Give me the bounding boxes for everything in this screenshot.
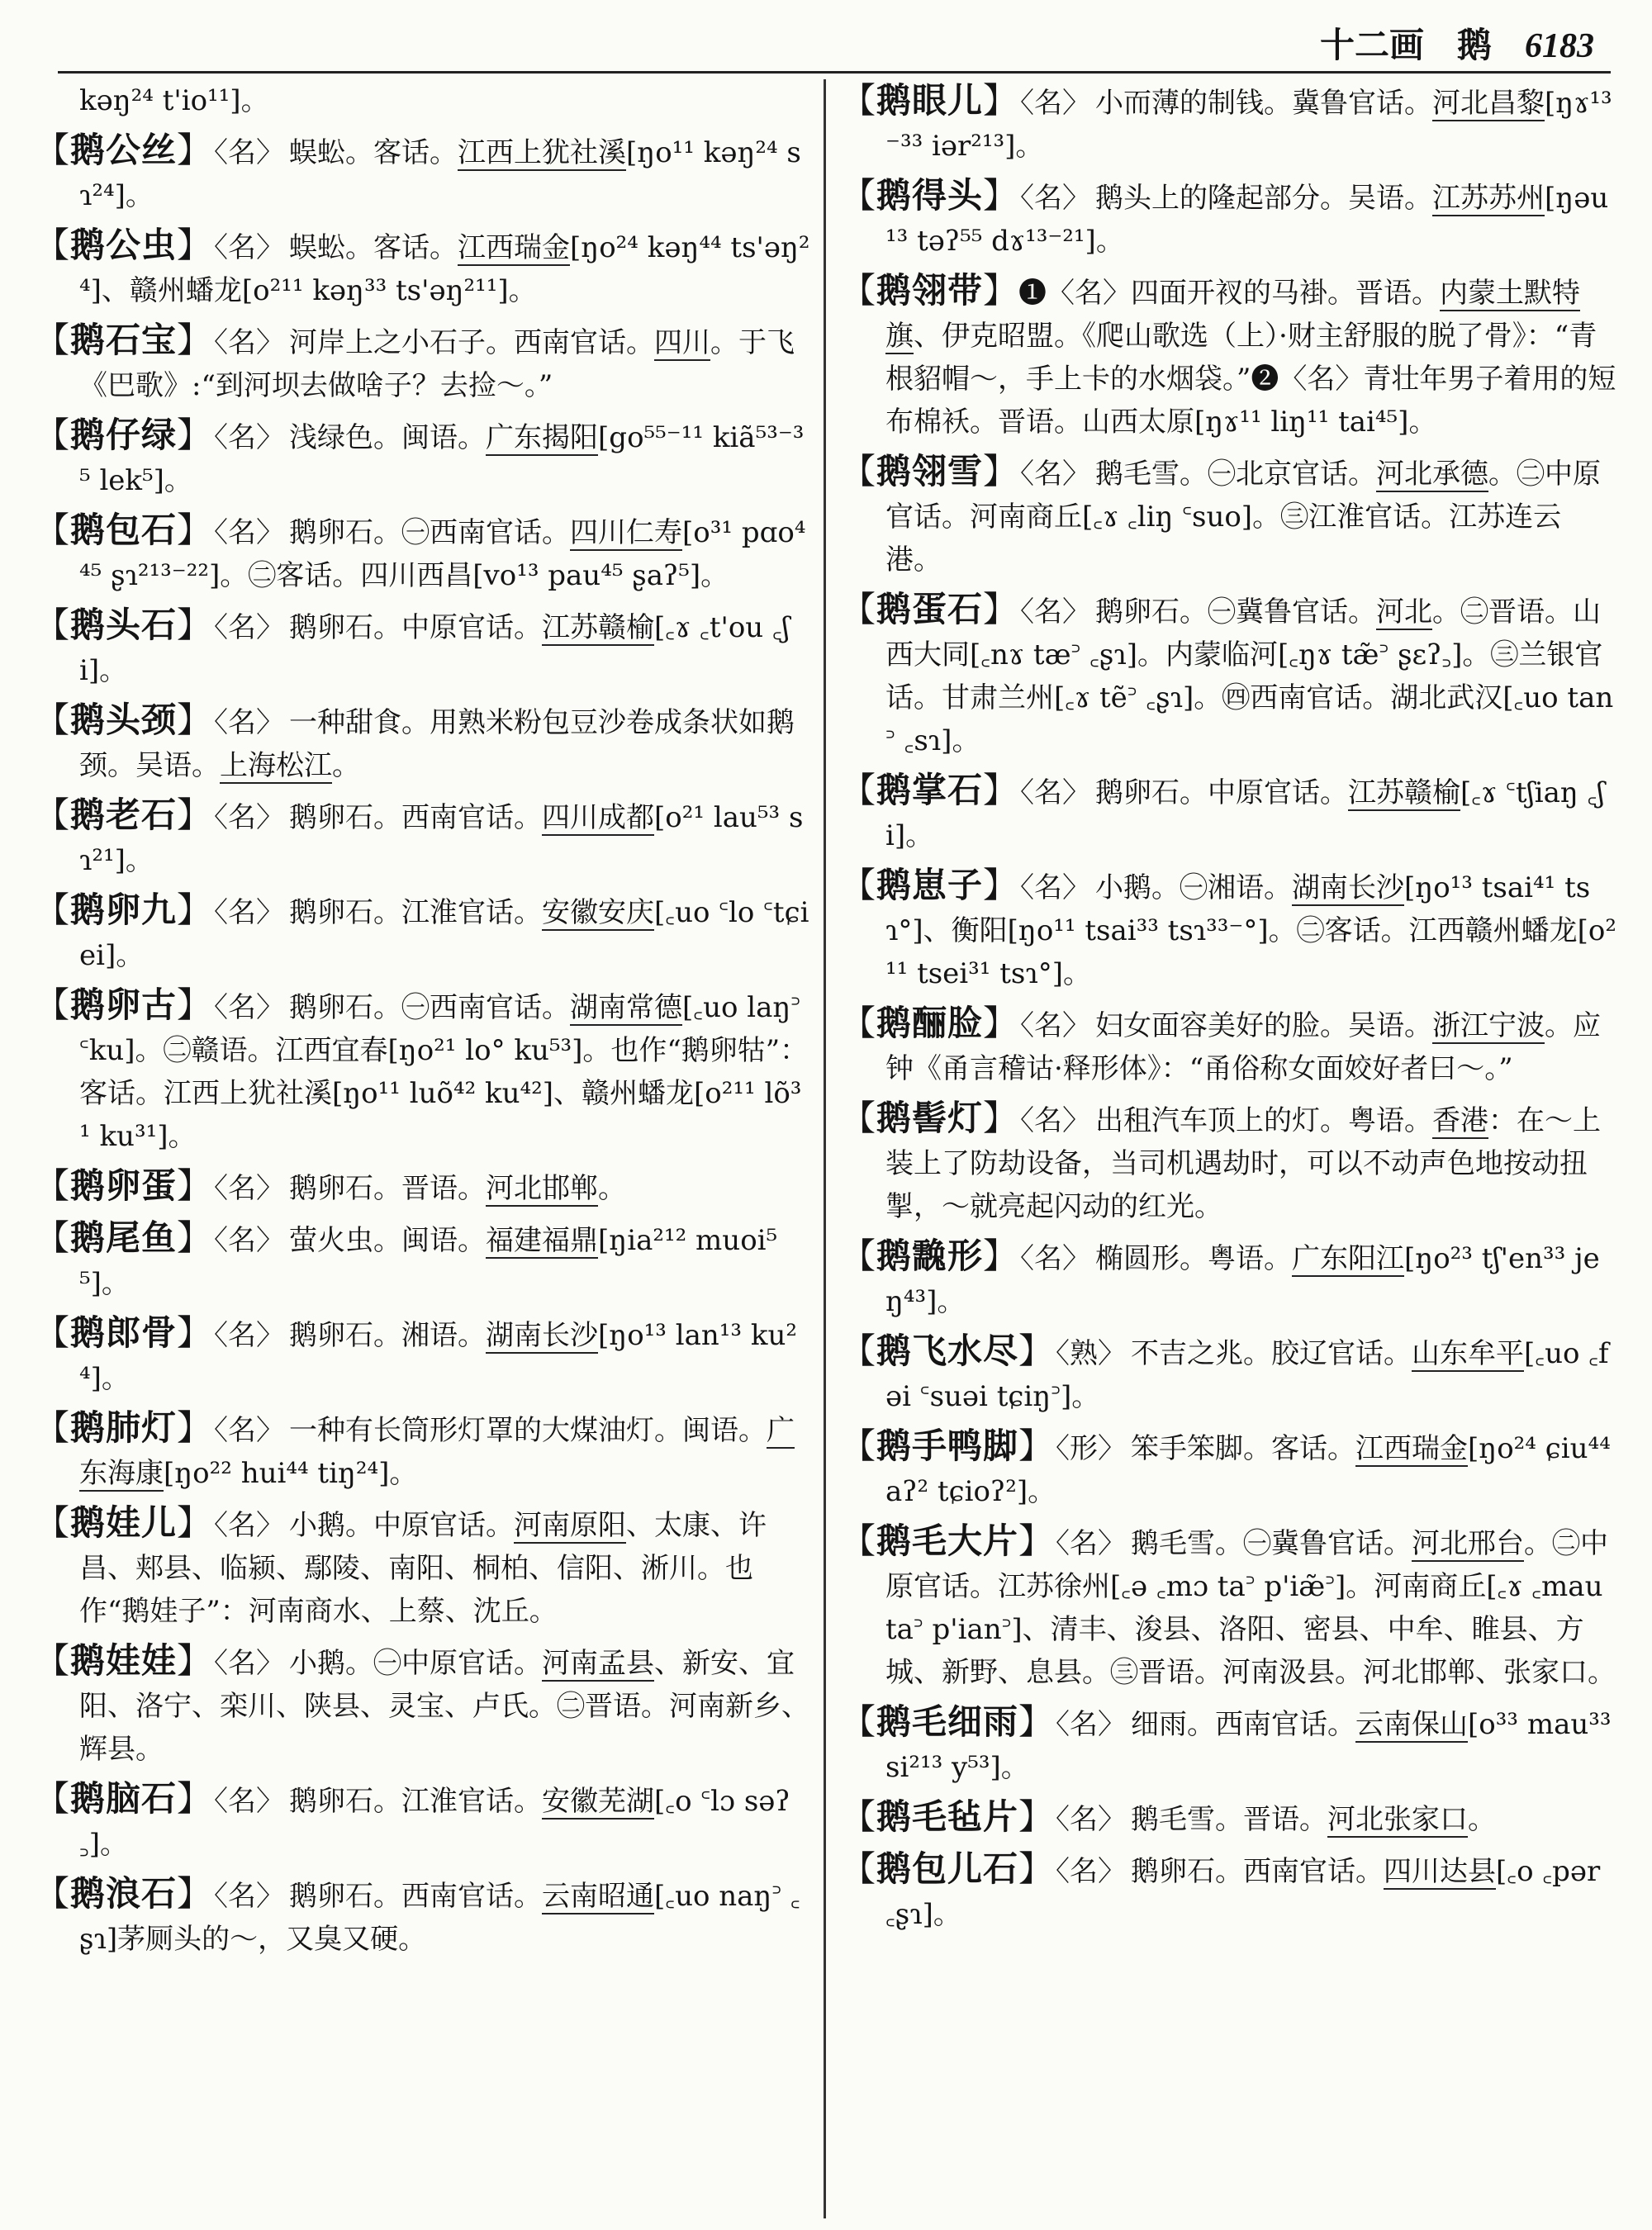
entry-headword: 【 鹅肺灯 】 [35, 1407, 212, 1448]
part-of-speech: 〈名〉 [214, 231, 285, 264]
part-of-speech: 〈名〉 [214, 1647, 285, 1680]
dictionary-entry [841, 1520, 1617, 1694]
entry-headword: 【 鹅毛毡片 】 [841, 1796, 1054, 1837]
entry-definition: 鹅卵石。中原官话。 [289, 611, 543, 644]
entry-pronunciation: [o³³ mau³³ si²¹³ y⁵³]。 [885, 1708, 1612, 1784]
entry-pronunciation: [꜀uo ꜀fəi ꜂suəi tɕiŋ꜄]。 [885, 1337, 1609, 1413]
dictionary-entry [841, 1848, 1617, 1936]
entry-pronunciation: [꜀o ꜂lɔ səʔ꜆]。 [79, 1785, 790, 1861]
entry-pronunciation: [ŋo²⁴ kəŋ⁴⁴ ts'əŋ²⁴]、赣州蟠龙[o²¹¹ kəŋ³³ ts'əŋ²¹¹]。 [79, 231, 810, 307]
part-of-speech: 〈名〉 [214, 1224, 285, 1257]
entry-pronunciation: [o³¹ pɑo⁴⁴⁵ ʂɿ²¹³⁻²²]。㊁客话。四川西昌[vo¹³ pau⁴⁵ ʂaʔ⁵]。 [79, 516, 806, 592]
entry-headword: 【 鹅毛大片 】 [841, 1521, 1054, 1561]
entry-headword: 【 鹅包儿石 】 [841, 1848, 1054, 1889]
entry-pronunciation: 。应钟《甬言稽诂·释形体》：“甬俗称女面姣好者曰～。” [885, 1009, 1602, 1085]
entry-pronunciation: [ŋia²¹² muoi⁵⁵]。 [79, 1224, 778, 1300]
place-name: 河北昌黎 [1432, 87, 1545, 120]
entry-definition: 鹅卵石。西南官话。 [289, 801, 543, 834]
dictionary-entry [841, 1235, 1617, 1323]
entry-definition: 小而薄的制钱。冀鲁官话。 [1095, 87, 1433, 120]
place-name: 江西瑞金 [1355, 1432, 1469, 1465]
entry-headword: 【 鹅翎带 】 [841, 270, 1018, 311]
right-column [841, 79, 1617, 2227]
part-of-speech: 〈名〉 [214, 1880, 285, 1913]
place-name: 浙江宁波 [1432, 1009, 1545, 1042]
entry-headword: 【 鹅浪石 】 [35, 1873, 212, 1914]
section-label: 十二画 [1319, 25, 1424, 65]
place-name: 广东海康 [79, 1414, 795, 1490]
part-of-speech: 〈名〉 [1056, 1855, 1127, 1888]
dictionary-entry [35, 1639, 811, 1771]
place-name: 山东牟平 [1412, 1337, 1525, 1370]
entry-definition: 浅绿色。闽语。 [289, 421, 487, 454]
entry-headword: 【 鹅眼儿 】 [841, 80, 1018, 121]
entry-headword: 【 鹅脑石 】 [35, 1778, 212, 1819]
place-name: 河北邢台 [1412, 1527, 1525, 1560]
place-name: 安徽安庆 [542, 896, 655, 929]
entry-headword: 【 鹅仔绿 】 [35, 415, 212, 455]
dictionary-entry [841, 864, 1617, 995]
part-of-speech: 〈名〉 [1056, 1708, 1127, 1741]
entry-definition: 出租汽车顶上的灯。粤语。 [1095, 1104, 1433, 1137]
entry-pronunciation: [꜀ɤ ꜀t'ou ꜀ʃi]。 [79, 611, 790, 687]
dictionary-entry [35, 794, 811, 882]
entry-headword: 【 鹅手鸭脚 】 [841, 1426, 1054, 1466]
dictionary-entry [35, 889, 811, 977]
entry-definition: 鹅卵石。西南官话。 [289, 1880, 543, 1913]
part-of-speech: 〈名〉 [1020, 182, 1091, 215]
place-name: 河南原阳 [514, 1509, 627, 1542]
place-name: 四川仁寿 [570, 516, 683, 549]
part-of-speech: 〈名〉 [214, 421, 285, 454]
entry-definition: 蜈蚣。客话。 [289, 231, 458, 264]
dictionary-entry [841, 1701, 1617, 1789]
part-of-speech: 〈名〉 [214, 1172, 285, 1205]
part-of-speech: 〈名〉 [214, 1414, 285, 1447]
place-name: 云南保山 [1355, 1708, 1469, 1741]
part-of-speech: 〈名〉 [214, 706, 285, 739]
entry-headword: 【 鹅崽子 】 [841, 865, 1018, 905]
dictionary-entry [841, 1097, 1617, 1228]
place-name: 湖南常德 [570, 991, 683, 1024]
part-of-speech: 〈熟〉 [1056, 1337, 1127, 1370]
entry-headword: 【 鹅䨲形 】 [841, 1236, 1018, 1276]
dictionary-entry [35, 984, 811, 1158]
entry-pronunciation: [ŋo²² hui⁴⁴ tiŋ²⁴]。 [164, 1457, 418, 1490]
entry-pronunciation: [ŋo²³ tʃ'en³³ jeŋ⁴³]。 [885, 1242, 1600, 1318]
entry-headword: 【 鹅翎雪 】 [841, 451, 1018, 491]
entry-headword: 【 鹅毛细雨 】 [841, 1701, 1054, 1742]
dictionary-entry [841, 1330, 1617, 1418]
entry-headword: 【 鹅卵九 】 [35, 890, 212, 930]
part-of-speech: 〈名〉 [1020, 1104, 1091, 1137]
place-name: 河北 [1376, 595, 1433, 629]
dictionary-entry [35, 604, 811, 692]
entry-pronunciation: [ŋo¹³ lan¹³ ku²⁴]。 [79, 1319, 797, 1395]
dictionary-entry [35, 79, 811, 122]
place-name: 湖南长沙 [1292, 871, 1405, 904]
entry-pronunciation: 、太康、许昌、郏县、临颍、鄢陵、南阳、桐柏、信阳、淅川。也作“鹅娃子”：河南商水、上蔡、沈丘。 [79, 1509, 767, 1628]
entry-headword: 【 鹅卵古 】 [35, 985, 212, 1025]
place-name: 香港 [1432, 1104, 1489, 1137]
entry-headword: 【 鹅石宝 】 [35, 320, 212, 360]
entry-pronunciation: ：在～上装上了防劫设备，当司机遇劫时，可以不动声色地按动扭掣，～就亮起闪动的红光。 [885, 1104, 1602, 1223]
entry-pronunciation: 。㊁中原官话。江苏徐州[꜀ə ꜀mɔ ta꜄ p'iæ̃꜄]。河南商丘[꜀ɤ ꜀mau ta꜄ p'ian꜄]、清丰、浚县、洛阳、密县、中牟、睢县、方城、新野、息县。㊂晋语。河南汲县。河北邯郸、张家口。 [885, 1527, 1616, 1689]
entry-definition: 河岸上之小石子。西南官话。 [289, 326, 655, 359]
place-name: 福建福鼎 [486, 1224, 599, 1257]
part-of-speech: 〈名〉 [214, 611, 285, 644]
entry-headword: 【 鹅公丝 】 [35, 130, 212, 170]
place-name: 江苏赣榆 [542, 611, 655, 644]
dictionary-entry [35, 224, 811, 312]
dictionary-entry [35, 699, 811, 787]
place-name: 上海松江 [220, 749, 332, 782]
part-of-speech: 〈名〉 [1020, 87, 1091, 120]
entry-pronunciation: 。㊁晋语。山西大同[꜀nɤ tæ꜄ ꜀ʂɿ]。内蒙临河[꜀ŋɤ tæ̃꜄ ʂɛʔ꜆]。㊂兰银官话。甘肃兰州[꜀ɤ tẽ꜄ ꜀ʂɿ]。㊃西南官话。湖北武汉[꜀uo tan꜄ ꜀sɿ]。 [885, 595, 1614, 757]
dictionary-entry [35, 1502, 811, 1633]
entry-definition: 鹅毛雪。㊀北京官话。 [1095, 458, 1377, 491]
page-number: 6183 [1525, 27, 1594, 65]
dictionary-entry [35, 1217, 811, 1305]
entry-definition: 不吉之兆。胶辽官话。 [1131, 1337, 1412, 1370]
entry-pronunciation: [go⁵⁵⁻¹¹ kiã⁵³⁻³⁵ lek⁵]。 [79, 421, 805, 497]
place-name: 江西上犹社溪 [458, 136, 627, 169]
dictionary-entry [841, 450, 1617, 581]
entry-pronunciation: kəŋ²⁴ t'io¹¹]。 [79, 84, 269, 117]
place-name: 河南孟县 [542, 1647, 655, 1680]
entry-headword: 【 鹅娃娃 】 [35, 1640, 212, 1681]
entry-pronunciation: 。㊁中原官话。河南商丘[꜀ɤ ꜀liŋ ꜂suo]。㊂江淮官话。江苏连云港。 [885, 458, 1602, 576]
dictionary-entry [35, 1777, 811, 1866]
entry-definition: 小鹅。㊀湘语。 [1095, 871, 1293, 904]
entry-pronunciation: 。 [598, 1172, 627, 1205]
dictionary-entry [841, 79, 1617, 168]
entry-headword: 【 鹅蛋石 】 [841, 589, 1018, 629]
place-name: 湖南长沙 [486, 1319, 599, 1352]
header-rule [58, 71, 1611, 74]
entry-pronunciation: [ŋəu¹³ təʔ⁵⁵ dɤ¹³⁻²¹]。 [885, 182, 1609, 258]
dictionary-entry [841, 769, 1617, 857]
entry-headword: 【 鹅尾鱼 】 [35, 1217, 212, 1258]
entry-headword: 【 鹅老石 】 [35, 795, 212, 835]
entry-definition: 鹅卵石。㊀西南官话。 [289, 516, 571, 549]
dictionary-entry [35, 129, 811, 217]
entry-pronunciation: [ŋo¹³ tsai⁴¹ tsɿ°]、衡阳[ŋo¹¹ tsai³³ tsɿ³³⁻°]。㊁客话。江西赣州蟠龙[o²¹¹ tsei³¹ tsɿ°]。 [885, 871, 1617, 990]
part-of-speech: 〈名〉 [1020, 871, 1091, 904]
entry-definition: 鹅卵石。㊀西南官话。 [289, 991, 571, 1024]
entry-definition: 鹅卵石。江淮官话。 [289, 896, 543, 929]
entry-definition: 细雨。西南官话。 [1131, 1708, 1356, 1741]
entry-definition: 一种有长筒形灯罩的大煤油灯。闽语。 [289, 1414, 767, 1447]
part-of-speech: 〈名〉 [214, 1319, 285, 1352]
header-char: 鹅 [1456, 25, 1492, 65]
place-name: 内蒙土默特旗 [885, 277, 1581, 353]
entry-definition: 蜈蚣。客话。 [289, 136, 458, 169]
entry-headword: 【 鹅飞水尽 】 [841, 1331, 1054, 1371]
dictionary-entry [841, 1002, 1617, 1090]
part-of-speech: 〈名〉 [1056, 1803, 1127, 1836]
part-of-speech: 〈名〉 [1020, 1009, 1091, 1042]
entry-headword: 【 鹅公虫 】 [35, 225, 212, 265]
entry-headword: 【 鹅娃儿 】 [35, 1502, 212, 1543]
dictionary-entry [35, 1312, 811, 1400]
entry-definition: 小鹅。中原官话。 [289, 1509, 515, 1542]
dictionary-entry [841, 1796, 1617, 1841]
part-of-speech: 〈名〉 [1056, 1527, 1127, 1560]
entry-headword: 【 鹅酾脸 】 [841, 1003, 1018, 1043]
entry-headword: 【 鹅头颈 】 [35, 700, 212, 740]
part-of-speech: 〈形〉 [1056, 1432, 1127, 1465]
place-name: 江苏苏州 [1432, 182, 1545, 215]
place-name: 云南昭通 [542, 1880, 655, 1913]
left-column [35, 79, 811, 2227]
place-name: 广东揭阳 [486, 421, 599, 454]
entry-pronunciation: 、新安、宜阳、洛宁、栾川、陕县、灵宝、卢氏。㊁晋语。河南新乡、辉县。 [79, 1647, 809, 1766]
part-of-speech: 〈名〉 [214, 801, 285, 834]
part-of-speech: 〈名〉 [214, 896, 285, 929]
entry-pronunciation: [꜀uo laŋ꜄ ꜂ku]。㊁赣语。江西宜春[ŋo²¹ lo° ku⁵³]。也作“鹅卵牯”：客话。江西上犹社溪[ŋo¹¹ luõ⁴² ku⁴²]、赣州蟠龙[o²¹¹ lõ³¹ ku³¹]。 [79, 991, 809, 1153]
part-of-speech: 〈名〉 [1020, 458, 1091, 491]
dictionary-entry [35, 414, 811, 502]
entry-pronunciation: [꜀uo naŋ꜄ ꜀ʂɿ]茅厕头的～，又臭又硬。 [79, 1880, 800, 1956]
place-name: 河北承德 [1376, 458, 1489, 491]
place-name: 河北邯郸 [486, 1172, 599, 1205]
entry-pronunciation: 。 [1468, 1803, 1497, 1836]
entry-definition: 鹅毛雪。晋语。 [1131, 1803, 1328, 1836]
entry-definition: 萤火虫。闽语。 [289, 1224, 487, 1257]
entry-definition: 笨手笨脚。客话。 [1131, 1432, 1356, 1465]
entry-headword: 【 鹅卵蛋 】 [35, 1165, 212, 1206]
entry-pronunciation: [ŋo¹¹ kəŋ²⁴ sɿ²⁴]。 [79, 136, 801, 212]
entry-pronunciation: 。于飞《巴歌》:“到河坝去做啥子？去捡～。” [79, 326, 795, 402]
part-of-speech: 〈名〉 [1020, 776, 1091, 809]
dictionary-entry [35, 1165, 811, 1210]
entry-definition: ❶〈名〉四面开衩的马褂。晋语。 [1018, 277, 1441, 310]
entry-definition: 鹅毛雪。㊀冀鲁官话。 [1131, 1527, 1412, 1560]
dictionary-entry [35, 509, 811, 597]
place-name: 四川成都 [542, 801, 655, 834]
dictionary-entry [35, 319, 811, 407]
part-of-speech: 〈名〉 [1020, 1242, 1091, 1275]
entry-pronunciation: 。 [332, 749, 360, 782]
part-of-speech: 〈名〉 [214, 516, 285, 549]
entry-headword: 【 鹅髻灯 】 [841, 1098, 1018, 1138]
entry-pronunciation: [ŋo²⁴ ɕiu⁴⁴ aʔ² tɕioʔ²]。 [885, 1432, 1611, 1508]
place-name: 江西瑞金 [458, 231, 571, 264]
part-of-speech: 〈名〉 [214, 136, 285, 169]
dictionary-entry [841, 269, 1617, 444]
entry-definition: 鹅卵石。㊀冀鲁官话。 [1095, 595, 1377, 629]
entry-definition: 鹅卵石。湘语。 [289, 1319, 487, 1352]
entry-definition: 鹅卵石。中原官话。 [1095, 776, 1349, 809]
place-name: 江苏赣榆 [1348, 776, 1461, 809]
entry-definition: 小鹅。㊀中原官话。 [289, 1647, 543, 1680]
entry-definition: 妇女面容美好的脸。吴语。 [1095, 1009, 1433, 1042]
entry-definition: 一种甜食。用熟米粉包豆沙卷成条状如鹅颈。吴语。 [79, 706, 795, 782]
entry-definition: 鹅卵石。西南官话。 [1131, 1855, 1384, 1888]
place-name: 安徽芜湖 [542, 1785, 655, 1818]
entry-headword: 【 鹅得头 】 [841, 175, 1018, 216]
part-of-speech: 〈名〉 [214, 991, 285, 1024]
entry-pronunciation: [o²¹ lau⁵³ sɿ²¹]。 [79, 801, 804, 877]
place-name: 河北张家口 [1327, 1803, 1469, 1836]
place-name: 四川达县 [1384, 1855, 1497, 1888]
dictionary-entry [841, 588, 1617, 762]
column-divider [824, 79, 826, 2218]
dictionary-entry [841, 174, 1617, 263]
entry-headword: 【 鹅郎骨 】 [35, 1312, 212, 1353]
place-name: 四川 [654, 326, 711, 359]
place-name: 广东阳江 [1292, 1242, 1405, 1275]
entry-definition: 鹅卵石。晋语。 [289, 1172, 487, 1205]
entry-headword: 【 鹅掌石 】 [841, 770, 1018, 810]
dictionary-entry [35, 1872, 811, 1961]
part-of-speech: 〈名〉 [214, 326, 285, 359]
entry-pronunciation: [꜀o ꜀pər ꜀ʂɿ]。 [885, 1855, 1601, 1931]
entry-definition: 鹅卵石。江淮官话。 [289, 1785, 543, 1818]
part-of-speech: 〈名〉 [1020, 595, 1091, 629]
entry-headword: 【 鹅头石 】 [35, 605, 212, 645]
entry-pronunciation: [꜀uo ꜂lo ꜂tɕiei]。 [79, 896, 809, 972]
page-header [1320, 18, 1594, 68]
part-of-speech: 〈名〉 [214, 1785, 285, 1818]
entry-pronunciation: [꜀ɤ ꜂tʃiaŋ ꜀ʃi]。 [885, 776, 1605, 852]
entry-definition: 鹅头上的隆起部分。吴语。 [1095, 182, 1433, 215]
entry-headword: 【 鹅包石 】 [35, 510, 212, 550]
entry-pronunciation: [ŋɤ¹³⁻³³ iər²¹³]。 [885, 87, 1612, 163]
part-of-speech: 〈名〉 [214, 1509, 285, 1542]
entry-pronunciation: 、伊克昭盟。《爬山歌选（上）·财主舒服的脱了骨》：“青根貂帽～，手上卡的水烟袋。”❷〈名〉青壮年男子着用的短布棉袄。晋语。山西太原[ŋɤ¹¹ liŋ¹¹ tai⁴⁵]。 [885, 320, 1616, 439]
dictionary-entry [841, 1425, 1617, 1513]
entry-definition: 椭圆形。粤语。 [1095, 1242, 1293, 1275]
dictionary-entry [35, 1407, 811, 1495]
